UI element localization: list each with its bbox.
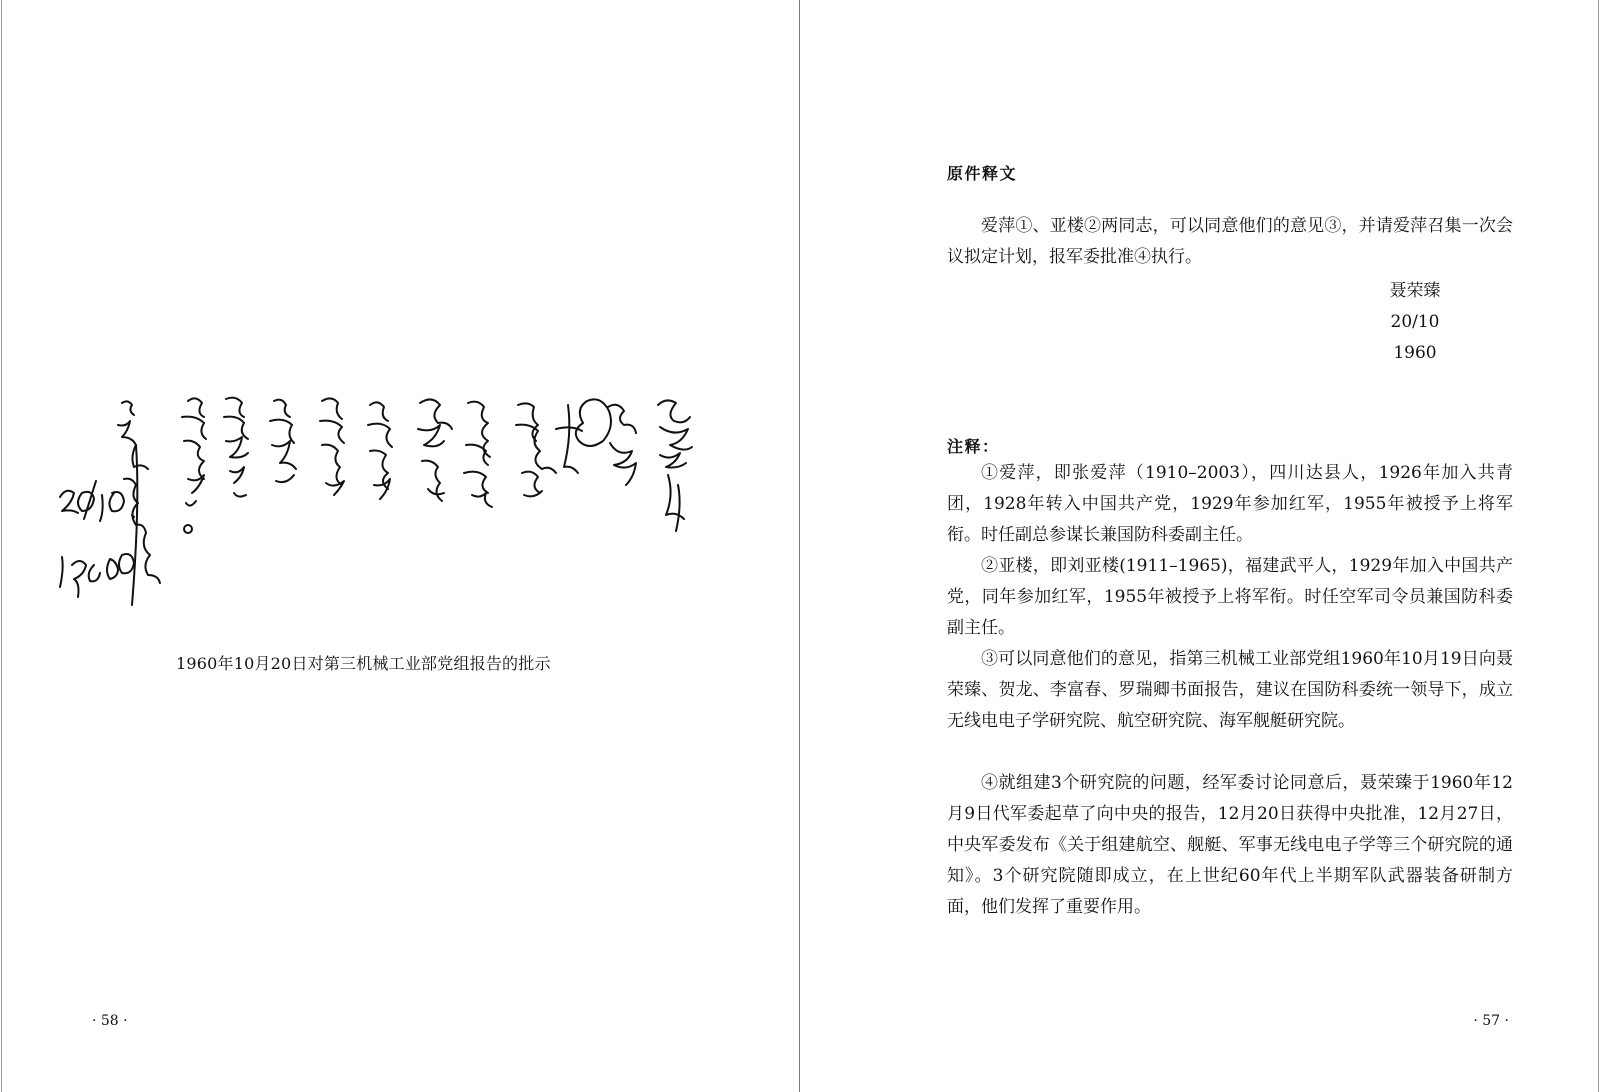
transcription-body: 爱萍①、亚楼②两同志，可以同意他们的意见③，并请爱萍召集一次会议拟定计划，报军委批准④执行。 (947, 216, 1513, 267)
notes-heading: 注释： (947, 437, 1000, 456)
figure-caption: 1960年10月20日对第三机械工业部党组报告的批示 (176, 654, 551, 673)
right-page (800, 0, 1600, 1092)
note-item: ②亚楼，即刘亚楼(1911–1965)，福建武平人，1929年加入中国共产党，同年参加红军，1955年被授予上将军衔。时任空军司令员兼国防科委副主任。 (947, 556, 1513, 638)
left-page (0, 0, 799, 1092)
note-item: ④就组建3个研究院的问题，经军委讨论同意后，聂荣臻于1960年12月9日代军委起草了向中央的报告，12月20日获得中央批准，12月27日，中央军委发布《关于组建航空、舰艇、军事无线电电子学等三个研究院的通知》。3个研究院随即成立，在上世纪60年代上半期军队武器装备研制方面，他们发挥了重要作用。 (947, 773, 1513, 917)
page-number: · 57 · (1473, 1013, 1509, 1029)
signature-name: 聂荣臻 (1389, 281, 1441, 301)
note-item: ①爱萍，即张爱萍（1910–2003），四川达县人，1926年加入共青团，1928年转入中国共产党，1929年参加红军，1955年被授予上将军衔。时任副总参谋长兼国防科委副主任。 (947, 463, 1513, 545)
signature-date: 20/10 (1390, 312, 1440, 332)
page-number: · 58 · (92, 1013, 128, 1029)
handwriting-scribble (48, 385, 708, 645)
note-item: ③可以同意他们的意见，指第三机械工业部党组1960年10月19日向聂荣臻、贺龙、李富春、罗瑞卿书面报告，建议在国防科委统一领导下，成立无线电电子学研究院、航空研究院、海军舰艇研究院。 (947, 649, 1513, 731)
signature-year: 1960 (1393, 343, 1437, 363)
transcription-heading: 原件释文 (947, 164, 1018, 183)
handwritten-manuscript-image (48, 385, 708, 645)
